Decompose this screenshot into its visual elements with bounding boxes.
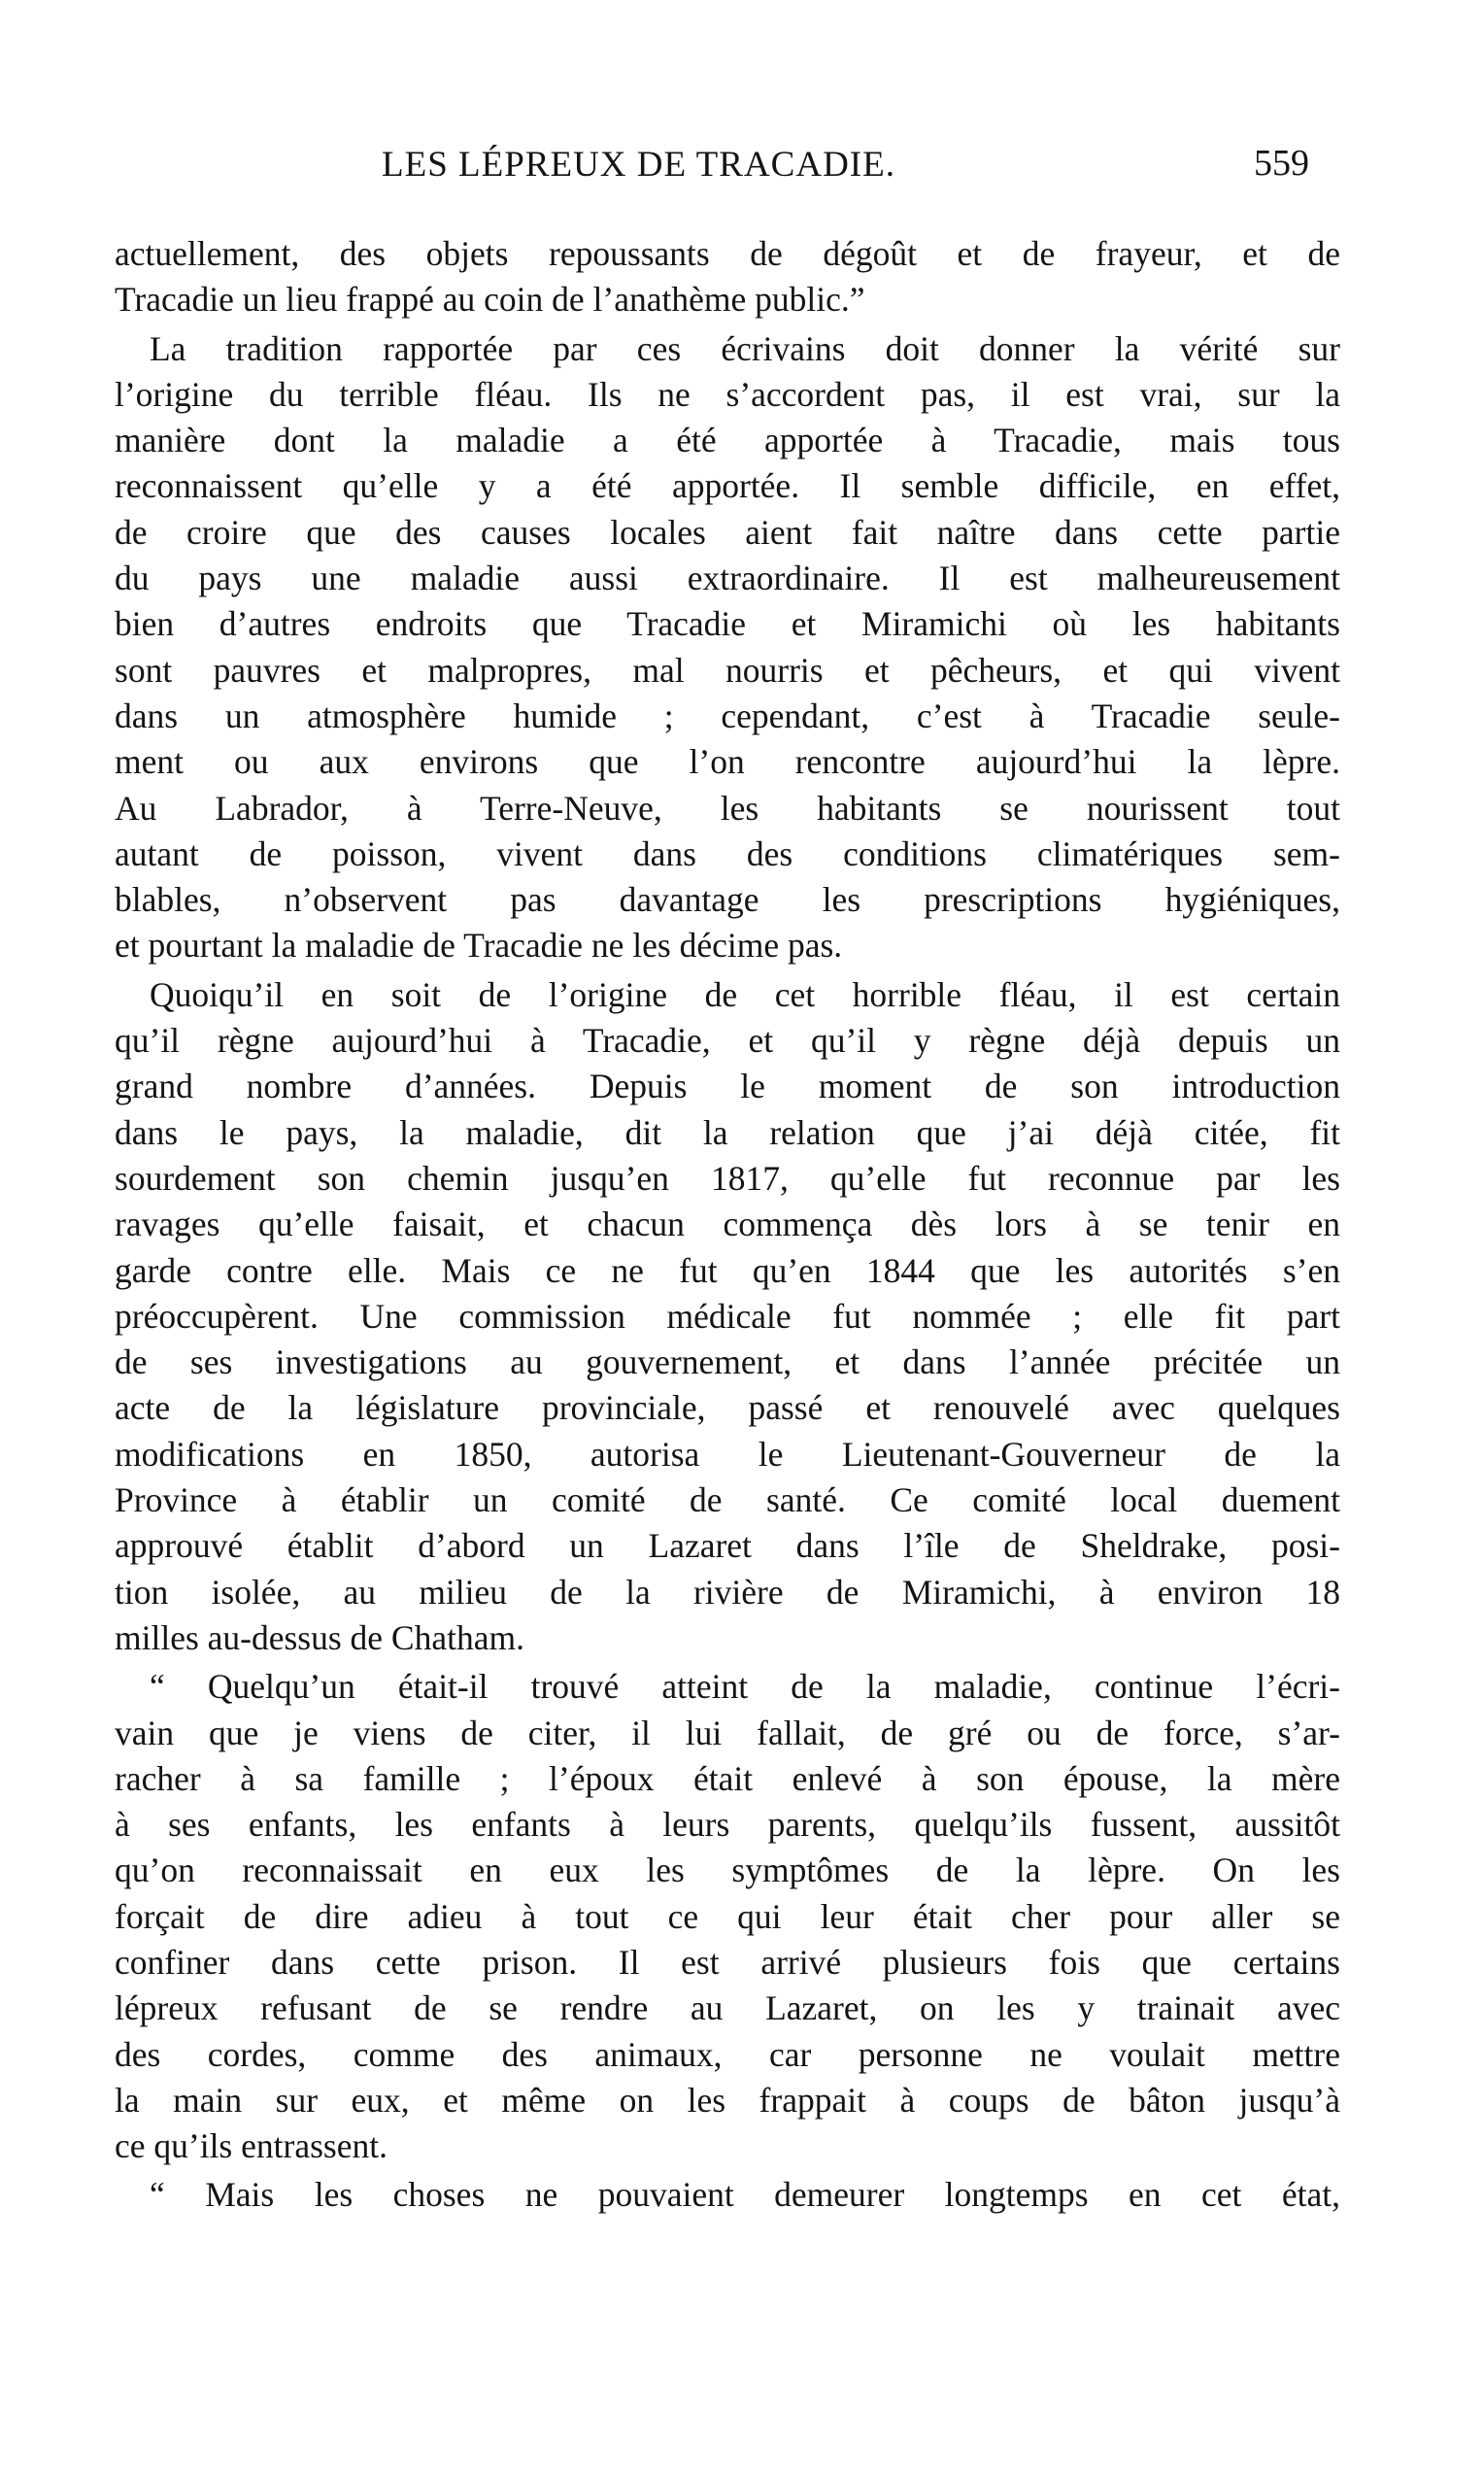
text-line: à ses enfants, les enfants à leurs parents, quelqu’ils fussent, aussitôt (115, 1805, 1340, 1845)
text-line: qu’il règne aujourd’hui à Tracadie, et qu’il y règne déjà depuis un (115, 1021, 1340, 1061)
text-line: autant de poisson, vivent dans des conditions climatériques sem- (115, 833, 1340, 873)
text-line: de croire que des causes locales aient fait naître dans cette partie (115, 512, 1340, 552)
text-line: l’origine du terrible fléau. Ils ne s’accordent pas, il est vrai, sur la (115, 374, 1340, 414)
text-line: Au Labrador, à Terre-Neuve, les habitants se nourissent tout (115, 788, 1340, 828)
paragraph (115, 326, 1340, 969)
text-line: “ Quelqu’un était-il trouvé atteint de la maladie, continue l’écri- (150, 1667, 1340, 1707)
text-line: sont pauvres et malpropres, mal nourris et pêcheurs, et qui vivent (115, 650, 1340, 690)
paragraph (115, 231, 1340, 323)
text-line: qu’on reconnaissait en eux les symptômes de la lèpre. On les (115, 1851, 1340, 1890)
text-line: tion isolée, au milieu de la rivière de Miramichi, à environ 18 (115, 1572, 1340, 1612)
text-line: acte de la législature provinciale, passé et renouvelé avec quelques (115, 1388, 1340, 1428)
text-line: manière dont la maladie a été apportée à Tracadie, mais tous (115, 421, 1340, 460)
text-line: de ses investigations au gouvernement, et dans l’année précitée un (115, 1342, 1340, 1382)
text-line: dans le pays, la maladie, dit la relation que j’ai déjà citée, fit (115, 1112, 1340, 1152)
text-line: ment ou aux environs que l’on rencontre aujourd’hui la lèpre. (115, 742, 1340, 782)
text-line: approuvé établit d’abord un Lazaret dans l’île de Sheldrake, posi- (115, 1526, 1340, 1566)
text-line: Province à établir un comité de santé. Ce comité local duement (115, 1480, 1340, 1520)
text-line: des cordes, comme des animaux, car personne ne voulait mettre (115, 2034, 1340, 2074)
text-line: la main sur eux, et même on les frappait à coups de bâton jusqu’à (115, 2080, 1340, 2120)
text-line: confiner dans cette prison. Il est arrivé plusieurs fois que certains (115, 1942, 1340, 1982)
text-line: bien d’autres endroits que Tracadie et Miramichi où les habitants (115, 604, 1340, 644)
text-line: La tradition rapportée par ces écrivains doit donner la vérité sur (150, 328, 1340, 368)
paragraph (115, 972, 1340, 1661)
text-line: reconnaissent qu’elle y a été apportée. Il semble difficile, en effet, (115, 466, 1340, 506)
paragraph (115, 2172, 1340, 2218)
text-line: “ Mais les choses ne pouvaient demeurer longtemps en cet état, (150, 2175, 1340, 2215)
text-line: préoccupèrent. Une commission médicale fut nommée ; elle fit part (115, 1296, 1340, 1336)
text-line: modifications en 1850, autorisa le Lieutenant-Gouverneur de la (115, 1434, 1340, 1474)
text-line: vain que je viens de citer, il lui fallait, de gré ou de force, s’ar- (115, 1713, 1340, 1752)
text-line: dans un atmosphère humide ; cependant, c’est à Tracadie seule- (115, 696, 1340, 735)
text-line: ravages qu’elle faisait, et chacun commença dès lors à se tenir en (115, 1205, 1340, 1244)
text-line: du pays une maladie aussi extraordinaire. Il est malheureusement (115, 559, 1340, 598)
page-number: 559 (1254, 143, 1309, 184)
text-line: actuellement, des objets repoussants de dégoût et de frayeur, et de (115, 234, 1340, 273)
text-line: blables, n’observent pas davantage les prescriptions hygiéniques, (115, 880, 1340, 920)
text-line: forçait de dire adieu à tout ce qui leur était cher pour aller se (115, 1896, 1340, 1936)
body-text (115, 231, 1340, 2219)
paragraph (115, 1664, 1340, 2169)
text-line: et pourtant la maladie de Tracadie ne les décime pas. (115, 926, 843, 966)
text-line: racher à sa famille ; l’époux était enlevé à son épouse, la mère (115, 1758, 1340, 1798)
text-line: grand nombre d’années. Depuis le moment de son introduction (115, 1067, 1340, 1106)
text-line: sourdement son chemin jusqu’en 1817, qu’elle fut reconnue par les (115, 1158, 1340, 1198)
text-line: garde contre elle. Mais ce ne fut qu’en 1844 que les autorités s’en (115, 1250, 1340, 1290)
page-header (115, 136, 1309, 194)
text-line: milles au-dessus de Chatham. (115, 1617, 524, 1657)
running-title: LES LÉPREUX DE TRACADIE. (382, 145, 895, 185)
text-line: lépreux refusant de se rendre au Lazaret, on les y trainait avec (115, 1988, 1340, 2028)
text-line: Quoiqu’il en soit de l’origine de cet horrible fléau, il est certain (150, 974, 1340, 1014)
text-line: ce qu’ils entrassent. (115, 2126, 388, 2166)
text-line: Tracadie un lieu frappé au coin de l’anathème public.” (115, 280, 865, 320)
